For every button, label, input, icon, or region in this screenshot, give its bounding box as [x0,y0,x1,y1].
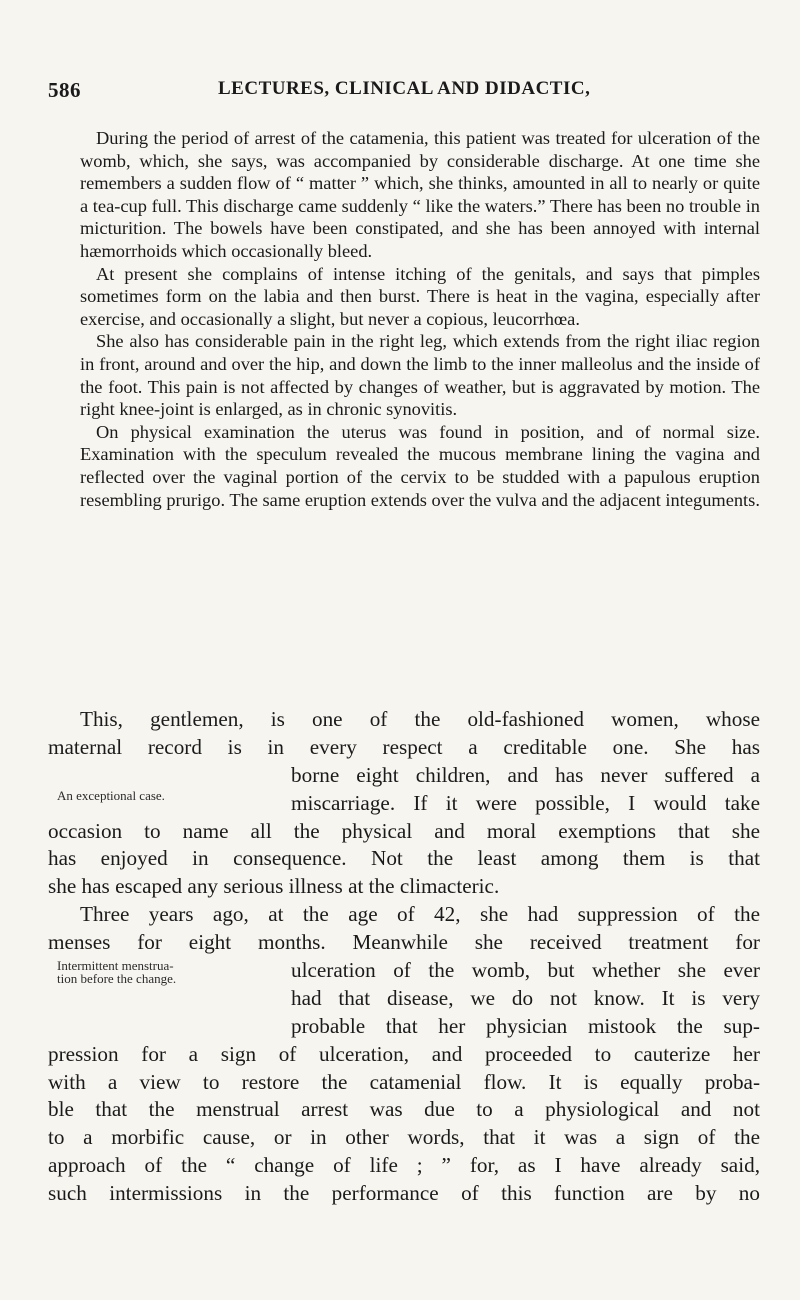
text-line: maternal record is in every respect a creditable one. She has [48,734,760,759]
case-notes-small-print [80,127,760,511]
text-line: has enjoyed in consequence. Not the least among them is that [48,846,760,871]
text-line: borne eight children, and has never suffered a [291,762,760,787]
running-title: LECTURES, CLINICAL AND DIDACTIC, [218,78,591,99]
text-line: she has escaped any serious illness at the climacteric. [48,874,500,899]
text-line: Three years ago, at the age of 42, she had suppression of the [80,902,760,927]
text-line: pression for a sign of ulceration, and proceeded to cauterize her [48,1041,760,1066]
text-line: ulceration of the womb, but whether she ever [291,958,760,983]
marginal-note [57,959,237,985]
page-number: 586 [48,78,81,102]
paragraph: She also has considerable pain in the right leg, which extends from the right iliac region in front, around and over the hip, and down the limb to the inner malleolus and the inside of the foot. This pain is not affected by changes of weather, but is aggravated by motion. The right knee-joint is enlarged, as in chronic synovitis. [80,331,760,420]
text-line: such intermissions in the performance of this function are by no [48,1181,760,1206]
text-line: had that disease, we do not know. It is very [291,985,760,1010]
paragraph: During the period of arrest of the catamenia, this patient was treated for ulceration of the womb, which, she says, was accompanied by considerable discharge. At one time she remembers a sudden flow of “ matter ” which, she thinks, amounted in all to nearly or quite a tea-cup full. This discharge came suddenly “ like the waters.” There has been no trouble in micturition. The bowels have been constipated, and she has been annoyed with internal hæmorrhoids which occasionally bleed. [80,128,760,261]
text-line: ble that the menstrual arrest was due to a physiological and not [48,1097,760,1122]
marginal-note: An exceptional case. [57,788,165,803]
marginal-note-line: tion before the change. [57,971,177,986]
text-line: This, gentlemen, is one of the old-fashioned women, whose [80,707,760,731]
text-line: approach of the “ change of life ; ” for, as I have already said, [48,1153,760,1178]
text-line: to a morbific cause, or in other words, that it was a sign of the [48,1125,760,1150]
text-line: miscarriage. If it were possible, I would take [291,790,760,815]
paragraph: On physical examination the uterus was found in position, and of normal size. Examination with the speculum revealed the mucous membrane lining the vagina and reflected over the vaginal portion of the cervix to be studded with a papulous eruption resembling prurigo. The same eruption extends over the vulva and the adjacent integuments. [80,421,760,510]
text-line: with a view to restore the catamenial flow. It is equally proba- [48,1069,760,1094]
text-line: menses for eight months. Meanwhile she received treatment for [48,930,760,955]
paragraph: At present she complains of intense itching of the genitals, and says that pimples sometimes form on the labia and then burst. There is heat in the vagina, especially after exercise, and occasionally a slight, but never a copious, leucorrhœa. [80,263,760,329]
marginal-note-line: Intermittent menstrua- [57,958,174,973]
text-line: probable that her physician mistook the sup- [291,1013,760,1038]
text-line: occasion to name all the physical and moral exemptions that she [48,818,760,843]
